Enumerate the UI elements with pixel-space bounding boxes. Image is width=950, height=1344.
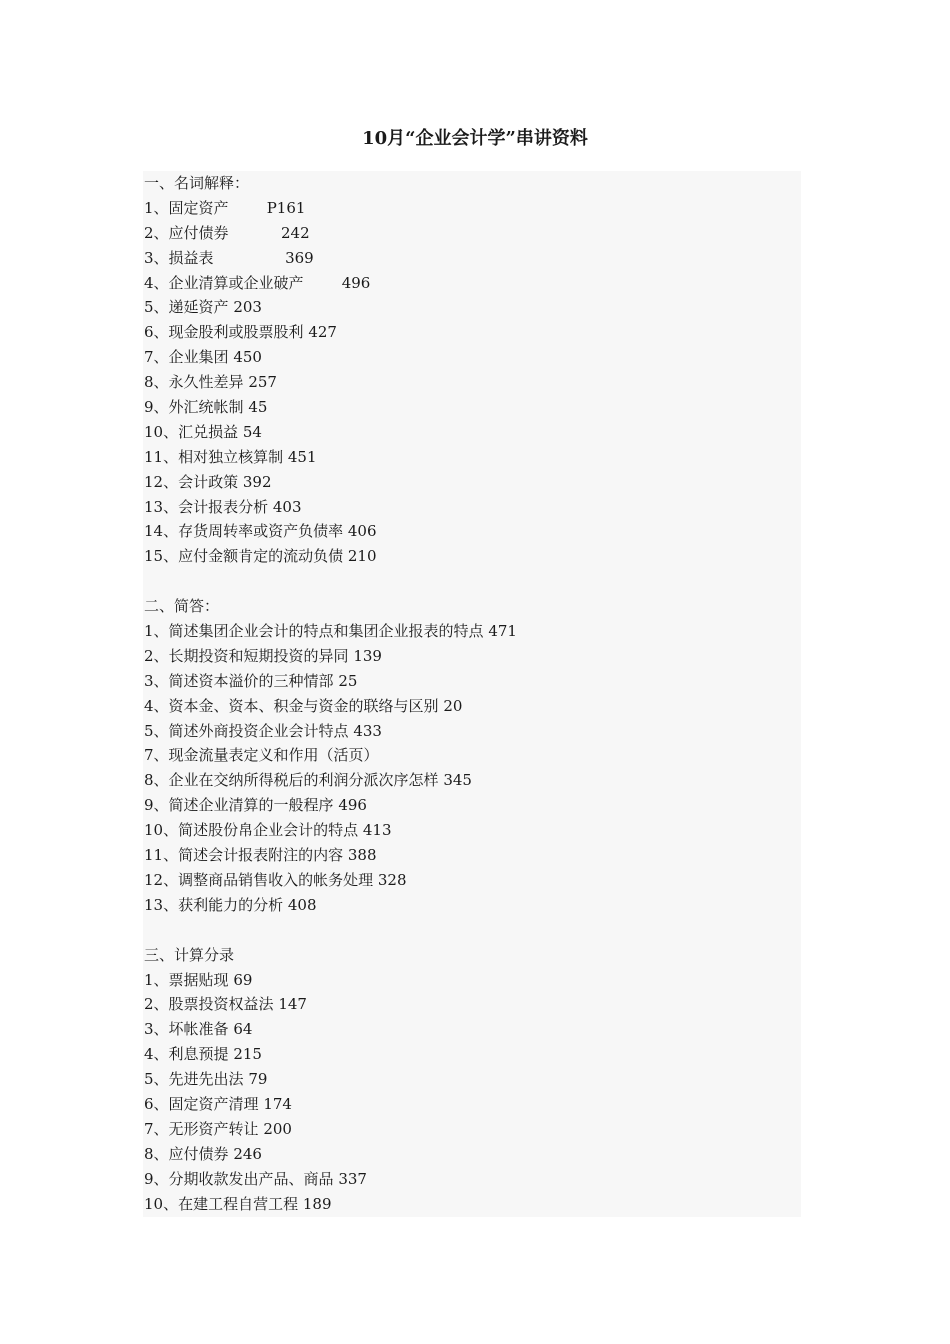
item-text: 3、坏帐准备: [144, 1020, 229, 1039]
list-item: [143, 1142, 801, 1167]
item-page-number: 406: [347, 522, 377, 541]
list-item: [143, 196, 801, 221]
item-page-number: 189: [302, 1194, 332, 1213]
item-page-number: 25: [338, 671, 358, 690]
item-text: 13、会计报表分析: [144, 497, 269, 516]
item-page-number: 174: [263, 1094, 292, 1113]
list-item: [143, 768, 801, 793]
list-item: [143, 968, 801, 993]
item-page-number: 388: [347, 846, 377, 865]
item-gap: [229, 224, 281, 242]
list-item: [143, 1042, 801, 1067]
list-item: [143, 743, 801, 768]
list-item: [143, 495, 801, 520]
list-item: [143, 420, 801, 445]
list-item: [143, 644, 801, 669]
item-page-number: 69: [233, 970, 253, 989]
item-page-number: 139: [353, 646, 382, 665]
list-item: [143, 669, 801, 694]
item-gap: [304, 274, 342, 292]
item-page-number: 45: [248, 398, 268, 417]
item-gap: [229, 199, 267, 217]
item-page-number: 242: [281, 223, 310, 242]
item-page-number: 392: [242, 472, 272, 491]
item-text: 4、利息预提: [144, 1045, 229, 1064]
item-page-number: 471: [488, 622, 517, 641]
list-item: [143, 1117, 801, 1142]
item-page-number: 369: [285, 248, 314, 267]
item-text: 2、应付债券: [144, 223, 229, 242]
item-text: 6、固定资产清理: [144, 1094, 259, 1113]
item-page-number: 200: [263, 1119, 292, 1138]
list-item: [143, 221, 801, 246]
item-text: 5、简述外商投资企业会计特点: [144, 721, 349, 740]
item-text: 10、在建工程自营工程: [144, 1194, 299, 1213]
document-title: 10月“企业会计学”串讲资料: [362, 128, 588, 149]
item-text: 12、会计政策: [144, 472, 239, 491]
list-item: [143, 295, 801, 320]
item-text: 10、汇兑损益: [144, 422, 239, 441]
item-page-number: 64: [233, 1020, 253, 1039]
item-page-number: 427: [308, 323, 337, 342]
item-text: 11、相对独立核算制: [144, 447, 284, 466]
list-item: [143, 544, 801, 569]
item-text: 9、简述企业清算的一般程序: [144, 796, 334, 815]
item-text: 6、现金股利或股票股利: [144, 323, 304, 342]
item-page-number: 451: [287, 447, 317, 466]
item-text: 2、长期投资和短期投资的异同: [144, 646, 349, 665]
list-item: [143, 793, 801, 818]
section-spacer: [143, 569, 801, 594]
item-text: 4、资本金、资本、积金与资金的联络与区别: [144, 696, 439, 715]
list-item: [143, 1192, 801, 1217]
item-text: 9、分期收款发出产品、商品: [144, 1169, 334, 1188]
item-page-number: 147: [278, 995, 307, 1014]
item-page-number: 433: [353, 721, 382, 740]
item-text: 3、损益表: [144, 248, 214, 267]
list-item: [143, 619, 801, 644]
list-item: [143, 694, 801, 719]
section-spacer: [143, 918, 801, 943]
item-text: 8、应付债券: [144, 1144, 229, 1163]
item-text: 7、无形资产转让: [144, 1119, 259, 1138]
document-body: [143, 171, 801, 1217]
item-text: 11、简述会计报表附注的内容: [144, 846, 344, 865]
item-page-number: 20: [443, 696, 463, 715]
item-text: 3、简述资本溢价的三种情部: [144, 671, 334, 690]
item-page-number: 403: [272, 497, 302, 516]
list-item: [143, 395, 801, 420]
item-text: 10、简述股份帛企业会计的特点: [144, 821, 359, 840]
list-item: [143, 868, 801, 893]
list-item: [143, 1067, 801, 1092]
list-item: [143, 1092, 801, 1117]
item-page-number: 54: [242, 422, 262, 441]
list-item: [143, 370, 801, 395]
list-item: [143, 818, 801, 843]
item-text: 4、企业清算或企业破产: [144, 273, 304, 292]
list-item: [143, 1167, 801, 1192]
item-page-number: 496: [341, 273, 371, 292]
section-heading: 三、计算分录: [144, 945, 235, 964]
section-heading: 二、简答：: [144, 597, 220, 616]
item-text: 7、企业集团: [144, 348, 229, 367]
item-text: 9、外汇统帐制: [144, 398, 244, 417]
item-page-number: 408: [287, 895, 317, 914]
item-page-number: 496: [338, 796, 367, 815]
item-text: 5、先进先出法: [144, 1070, 244, 1089]
item-page-number: 345: [443, 771, 472, 790]
list-item: [143, 519, 801, 544]
list-item: [143, 843, 801, 868]
item-text: 8、永久性差异: [144, 373, 244, 392]
item-text: 7、现金流量表定义和作用（活页）: [144, 746, 379, 765]
item-text: 13、获利能力的分析: [144, 895, 284, 914]
item-page-number: 246: [233, 1144, 262, 1163]
item-text: 14、存货周转率或资产负债率: [144, 522, 344, 541]
item-text: 8、企业在交纳所得税后的利润分派次序怎样: [144, 771, 439, 790]
item-text: 1、票据贴现: [144, 970, 229, 989]
item-text: 5、递延资产: [144, 298, 229, 317]
item-page-number: 450: [233, 348, 262, 367]
list-item: [143, 246, 801, 271]
list-item: [143, 992, 801, 1017]
list-item: [143, 271, 801, 296]
item-page-number: 328: [377, 870, 407, 889]
section-heading: 一、名词解释：: [144, 174, 250, 192]
item-page-number: 413: [362, 821, 392, 840]
item-page-number: 215: [233, 1045, 262, 1064]
item-text: 1、简述集团企业会计的特点和集团企业报表的特点: [144, 622, 484, 641]
item-page-number: 257: [248, 373, 277, 392]
item-gap: [214, 249, 286, 267]
item-page-number: 337: [338, 1169, 367, 1188]
item-text: 12、调整商品销售收入的帐务处理: [144, 870, 374, 889]
item-text: 1、固定资产: [144, 198, 229, 217]
item-page-number: P161: [266, 198, 306, 217]
list-item: [143, 470, 801, 495]
item-page-number: 210: [347, 547, 377, 566]
item-text: 2、股票投资权益法: [144, 995, 274, 1014]
list-item: [143, 719, 801, 744]
list-item: [143, 1017, 801, 1042]
item-page-number: 79: [248, 1070, 268, 1089]
item-text: 15、应付金额肯定的流动负债: [144, 547, 344, 566]
list-item: [143, 320, 801, 345]
item-page-number: 203: [233, 298, 262, 317]
list-item: [143, 345, 801, 370]
list-item: [143, 893, 801, 918]
list-item: [143, 445, 801, 470]
